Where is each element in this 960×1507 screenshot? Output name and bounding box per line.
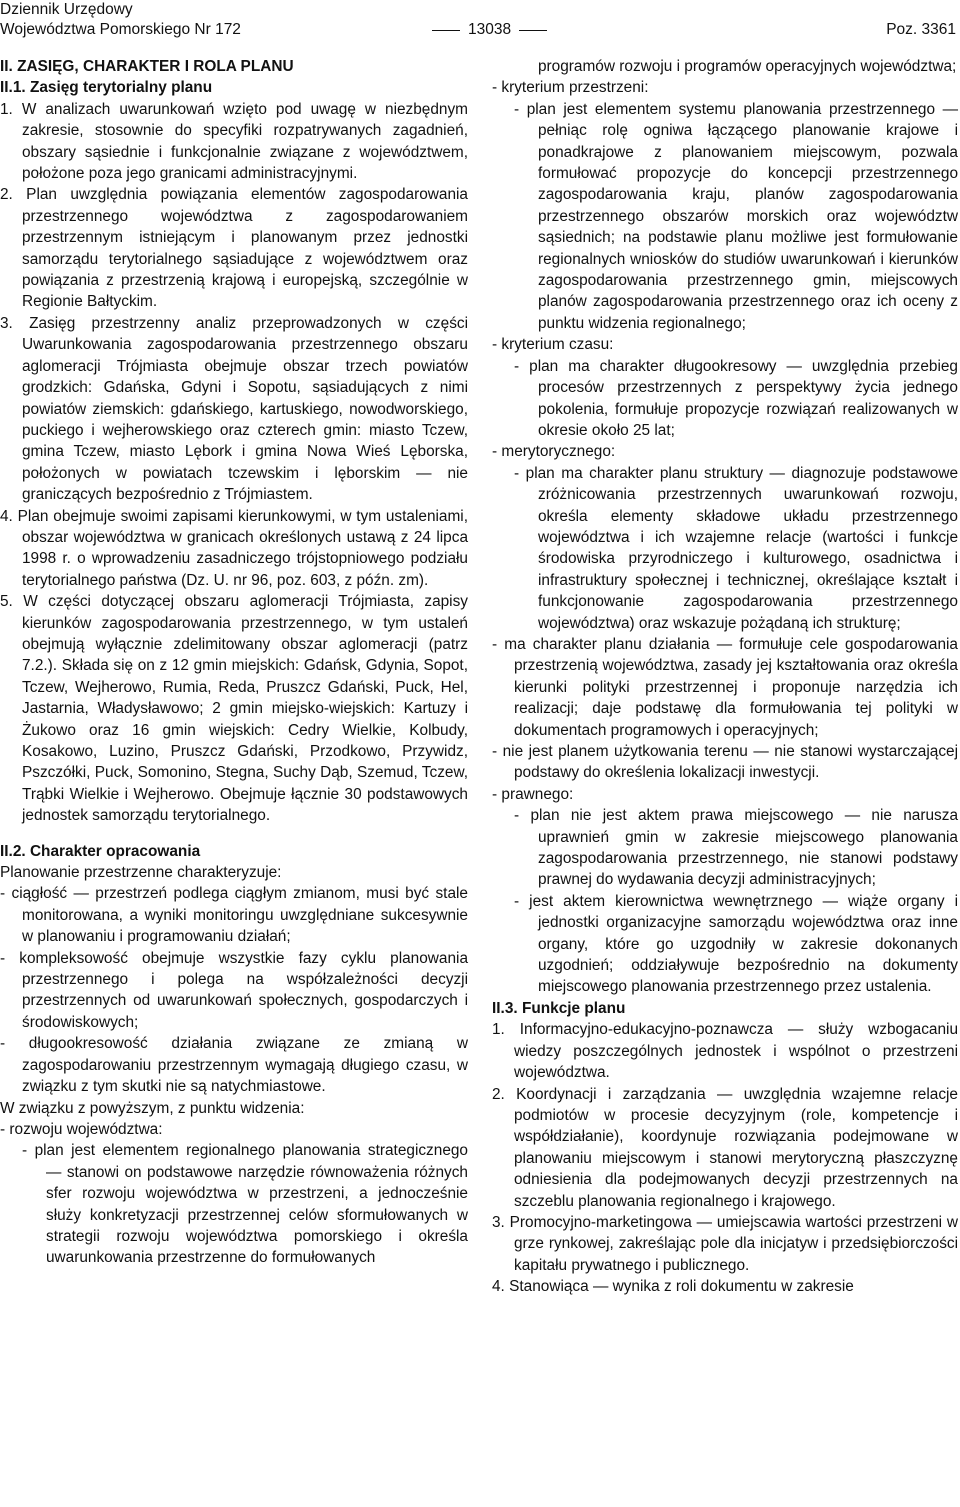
paragraph: - plan jest elementem systemu planowania przestrzennego — pełniąc rolę ogniwa łączącego planowanie krajowe i ponadkrajowe z planowaniem miejscowym, pozwala formułować propozycje do koncepcji przestrzennego zagospodarowania kraju, planów zagospodarowania przestrzennego obszarów morskich oraz województw sąsiednich; na podstawie planu możliwe jest formułowanie regionalnych wniosków do studiów uwarunkowań i kierunków zagospodarowania przestrzennego gmin, miejscowych planów zagospodarowania przestrzennego oraz ich oceny z punktu widzenia regionalnego; (514, 100, 958, 332)
paragraph: 2. Plan uwzględnia powiązania elementów zagospodarowania przestrzennego województwa z zagospodarowaniem przestrzennym istniejącym i planowanym przez jednostki samorządu terytorialnego sąsiadujące z województwem oraz powiązania z przestrzenią krajową i europejską, szczególnie w Regionie Bałtyckim. (0, 186, 468, 311)
position-label: Poz. 3361 (886, 21, 956, 38)
section-gap (0, 827, 468, 841)
paragraph: - kryterium przestrzeni: (492, 79, 649, 97)
paragraph: programów rozwoju i programów operacyjnych województwa; (538, 58, 957, 75)
paragraph: - kompleksowość obejmuje wszystkie fazy cyklu planowania przestrzennego i polega na współzależności decyzji przestrzennych od uwarunkowań społecznych, gospodarczych i środowiskowych; (0, 949, 468, 1031)
paragraph: 1. Informacyjno-edukacyjno-poznawcza — służy wzbogacaniu wiedzy poszczególnych jednostek i wspólnot o przestrzeni województwa. (492, 1021, 958, 1082)
paragraph: - plan ma charakter planu struktury — diagnozuje podstawowe zróżnicowania przestrzennych uwarunkowań rozwoju, określa elementy składowe układu przestrzennego województwa i ich wzajemne relacje (wartości i funkcje środowiska przyrodniczego i kulturowego, osadnictwa i infrastruktury społecznej i technicznej, określające kształt i funkcjonowanie zagospodarowania przestrzennego województwa) oraz wskazuje pożądaną ich strukturę; (514, 464, 958, 632)
paragraph: - jest aktem kierownictwa wewnętrznego — wiąże organy i jednostki organizacyjne samorządu województwa oraz inne organy, które go uzgodniły w zakresie dokonanych uzgodnień; oddziaływuje bezpośrednio na dokumenty miejscowego planowania przestrzennego przez ustalenia. (514, 892, 958, 996)
paragraph: - plan jest elementem regionalnego planowania strategicznego — stanowi on podstawowe narzędzie równoważenia różnych sfer rozwoju województwa w przestrzeni, a jednocześnie służy konkretyzacji przestrzennej celów sformułowanych w strategii rozwoju województwa pomorskiego i określa uwarunkowania przestrzenne do formułowanych (22, 1142, 468, 1267)
paragraph: - plan nie jest aktem prawa miejscowego — nie narusza uprawnień gmin w zakresie miejscowego planowania zagospodarowania przestrzennego, nie stanowi podstawy prawnej do wydawania decyzji administracyjnych; (514, 807, 958, 889)
paragraph: 4. Stanowiąca — wynika z roli dokumentu w zakresie (492, 1278, 854, 1296)
right-column (492, 56, 958, 1298)
paragraph: - plan ma charakter długookresowy — uwzględnia przebieg procesów przestrzennych z perspektywy życia jednego pokolenia, formułuje propozycje rozwiązań realizowanych w okresie około 25 lat; (514, 357, 958, 439)
section-heading: II.2. Charakter opracowania (0, 842, 201, 860)
paragraph: 3. Promocyjno-marketingowa — umiejscawia wartości przestrzeni w grze rynkowej, zakreślając pole dla inicjatyw i przedsiębiorczości kapitału prywatnego i publicznego. (492, 1213, 958, 1274)
paragraph: Planowanie przestrzenne charakteryzuje: (0, 864, 282, 882)
paragraph: - ciągłość — przestrzeń podlega ciągłym zmianom, musi być stale monitorowana, a wyniki monitoringu uwzględniane sukcesywnie w planowaniu i programowaniu działań; (0, 885, 468, 946)
dash-right (519, 30, 547, 31)
dash-left (432, 30, 460, 31)
section-heading: II. ZASIĘG, CHARAKTER I ROLA PLANU (0, 58, 294, 75)
paragraph: 2. Koordynacji i zarządzania — uwzględnia wzajemne relacje podmiotów w procesie decyzyjnym (role, kompetencje i współdziałanie), koordynuje rozwiązania podejmowane w planowaniu miejscowym i stanowi merytoryczną płaszczyznę odniesienia dla podejmowanych decyzji przestrzennych na szczeblu planowania regionalnego i krajowego. (492, 1085, 958, 1210)
paragraph: 4. Plan obejmuje swoimi zapisami kierunkowymi, w tym ustaleniami, obszar województwa w granicach określonych ustawą z 24 lipca 1998 r. o wprowadzeniu zasadniczego trójstopniowego podziału terytorialnego państwa (Dz. U. nr 96, poz. 603, z późn. zm). (0, 507, 468, 589)
paragraph: - nie jest planem użytkowania terenu — nie stanowi wystarczającej podstawy do określenia lokalizacji inwestycji. (492, 743, 958, 782)
paragraph: - prawnego: (492, 785, 574, 803)
left-column (0, 56, 468, 1269)
page-number-block (432, 20, 547, 40)
section-heading: II.1. Zasięg terytorialny planu (0, 79, 213, 97)
paragraph: 1. W analizach uwarunkowań wzięto pod uwagę w niezbędnym zakresie, stosownie do specyfiki rozpatrywanych zagadnień, obszary sąsiednie i funkcjonalnie związane z województwem, położone poza jego granicami administracyjnymi. (0, 100, 468, 183)
paragraph: W związku z powyższym, z punktu widzenia: (0, 1099, 305, 1117)
paragraph: 5. W części dotyczącej obszaru aglomeracji Trójmiasta, zapisy kierunków zagospodarowania przestrzennego, w tym ustaleń obejmują wyłącznie zdelimitowany obszar aglomeracji (patrz 7.2.). Składa się on z 12 gmin miejskich: Gdańsk, Gdynia, Sopot, Tczew, Wejherowo, Rumia, Reda, Pruszcz Gdański, Puck, Hel, Jastarnia, Władysławowo; 2 gmin miejsko-wiejskich: Kartuzy i Żukowo oraz 16 gmin wiejskich: Cedry Wielkie, Kolbudy, Kosakowo, Luzino, Pruszcz Gdański, Przodkowo, Przywidz, Pszczółki, Puck, Somonino, Stegna, Suchy Dąb, Szemud, Tczew, Trąbki Wielkie i Wejherowo. Obejmuje łącznie 30 podstawowych jednostek samorządu terytorialnego. (0, 593, 468, 825)
journal-issue: Województwa Pomorskiego Nr 172 (0, 21, 241, 38)
page-number: 13038 (468, 21, 512, 38)
page-header (0, 0, 960, 44)
paragraph: - merytorycznego: (492, 443, 616, 461)
section-heading: II.3. Funkcje planu (492, 999, 626, 1017)
paragraph: - rozwoju województwa: (0, 1120, 163, 1138)
paragraph: - długookresowość działania związane ze zmianą w zagospodarowaniu przestrzennym wymagają długiego czasu, w związku z tym skutki nie są natychmiastowe. (0, 1035, 468, 1096)
journal-title: Dziennik Urzędowy (0, 1, 133, 18)
paragraph: 3. Zasięg przestrzenny analiz przeprowadzonych w części Uwarunkowania zagospodarowania przestrzennego obszaru aglomeracji Trójmiasta obejmuje obszar trzech powiatów grodzkich: Gdańska, Gdyni i Sopotu, sąsiadujących z nimi powiatów ziemskich: gdańskiego, kartuskiego, nowodworskiego, puckiego i wejherowskiego oraz czterech gmin: miasto Tczew, gmina Tczew, miasto Lębork i gmina Nowa Wieś Lęborska, położonych w powiatach tczewskim i lęborskim — nie graniczących bezpośrednio z Trójmiastem. (0, 314, 468, 504)
paragraph: - kryterium czasu: (492, 336, 614, 354)
paragraph: - ma charakter planu działania — formułuje cele gospodarowania przestrzenią województwa, zasady jej kształtowania oraz określa kierunki polityki przestrzennej i proponuje narzędzia ich realizacji; daje podstawę dla formułowania tej polityki w dokumentach programowych i operacyjnych; (492, 635, 958, 739)
